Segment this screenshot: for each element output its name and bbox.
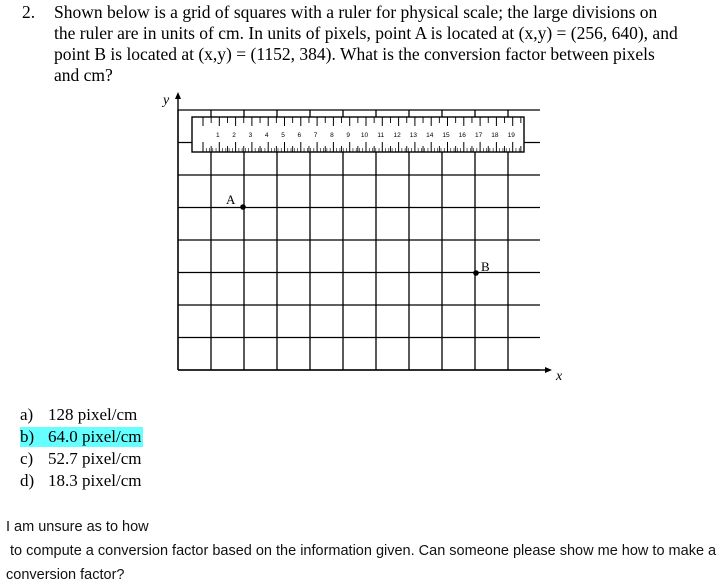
ruler-number: 9 (346, 132, 351, 139)
ruler-number: 15 (442, 132, 450, 139)
y-axis-arrow-icon (175, 92, 181, 99)
ruler-number: 14 (426, 132, 434, 139)
ruler-number: 6 (297, 132, 302, 139)
option-letter: c) (20, 449, 34, 468)
point-b (473, 259, 490, 276)
x-axis-label: x (556, 369, 563, 384)
ruler-number: 1 (215, 132, 220, 139)
ruler-number: 19 (507, 132, 515, 139)
ruler-number: 3 (248, 132, 253, 139)
option-letter: a) (20, 405, 34, 424)
ruler-number: 10 (360, 132, 369, 139)
y-axis-label: y (163, 93, 170, 108)
option-text: 128 pixel/cm (48, 405, 138, 424)
point-a-marker (240, 204, 246, 210)
option-letter: b) (20, 427, 35, 446)
point-b-label: B (481, 259, 490, 274)
ruler-number: 7 (313, 132, 318, 139)
ruler-number: 12 (393, 132, 401, 139)
ruler-number: 4 (264, 132, 269, 139)
comment-line-3: conversion factor? (6, 567, 125, 583)
comment-line-1: I am unsure as to how (6, 519, 149, 535)
answer-option-b (20, 427, 143, 447)
question-line-4: and cm? (54, 65, 113, 85)
question-number: 2. (22, 2, 36, 22)
question-line-2: the ruler are in units of cm. In units of pixels, point A is located at (x,y) = (256, 640), and (54, 23, 678, 43)
option-text: 18.3 pixel/cm (48, 471, 142, 490)
ruler-number: 17 (474, 132, 483, 139)
point-a-label: A (226, 192, 236, 207)
ruler-number: 5 (281, 132, 285, 139)
ruler-number: 13 (409, 132, 418, 139)
question-line-1: Shown below is a grid of squares with a ruler for physical scale; the large divisions on (54, 2, 658, 22)
ruler (192, 117, 524, 152)
option-letter: d) (20, 471, 35, 490)
option-text: 64.0 pixel/cm (48, 427, 142, 446)
point-b-marker (473, 270, 479, 276)
comment-line-2: to compute a conversion factor based on the information given. Can someone please show me how to make a (6, 543, 717, 559)
ruler-number: 11 (377, 132, 385, 139)
option-text: 52.7 pixel/cm (48, 449, 142, 468)
ruler-number: 2 (232, 132, 236, 139)
question-line-3: point B is located at (x,y) = (1152, 384). What is the conversion factor between pixels (54, 44, 655, 64)
ruler-number: 8 (330, 132, 334, 139)
answer-option-a (20, 405, 137, 425)
ruler-number: 18 (491, 132, 499, 139)
x-axis-arrow-icon (545, 367, 552, 373)
answer-option-c (20, 449, 141, 469)
answer-option-d (20, 471, 141, 491)
ruler-number: 16 (458, 132, 466, 139)
